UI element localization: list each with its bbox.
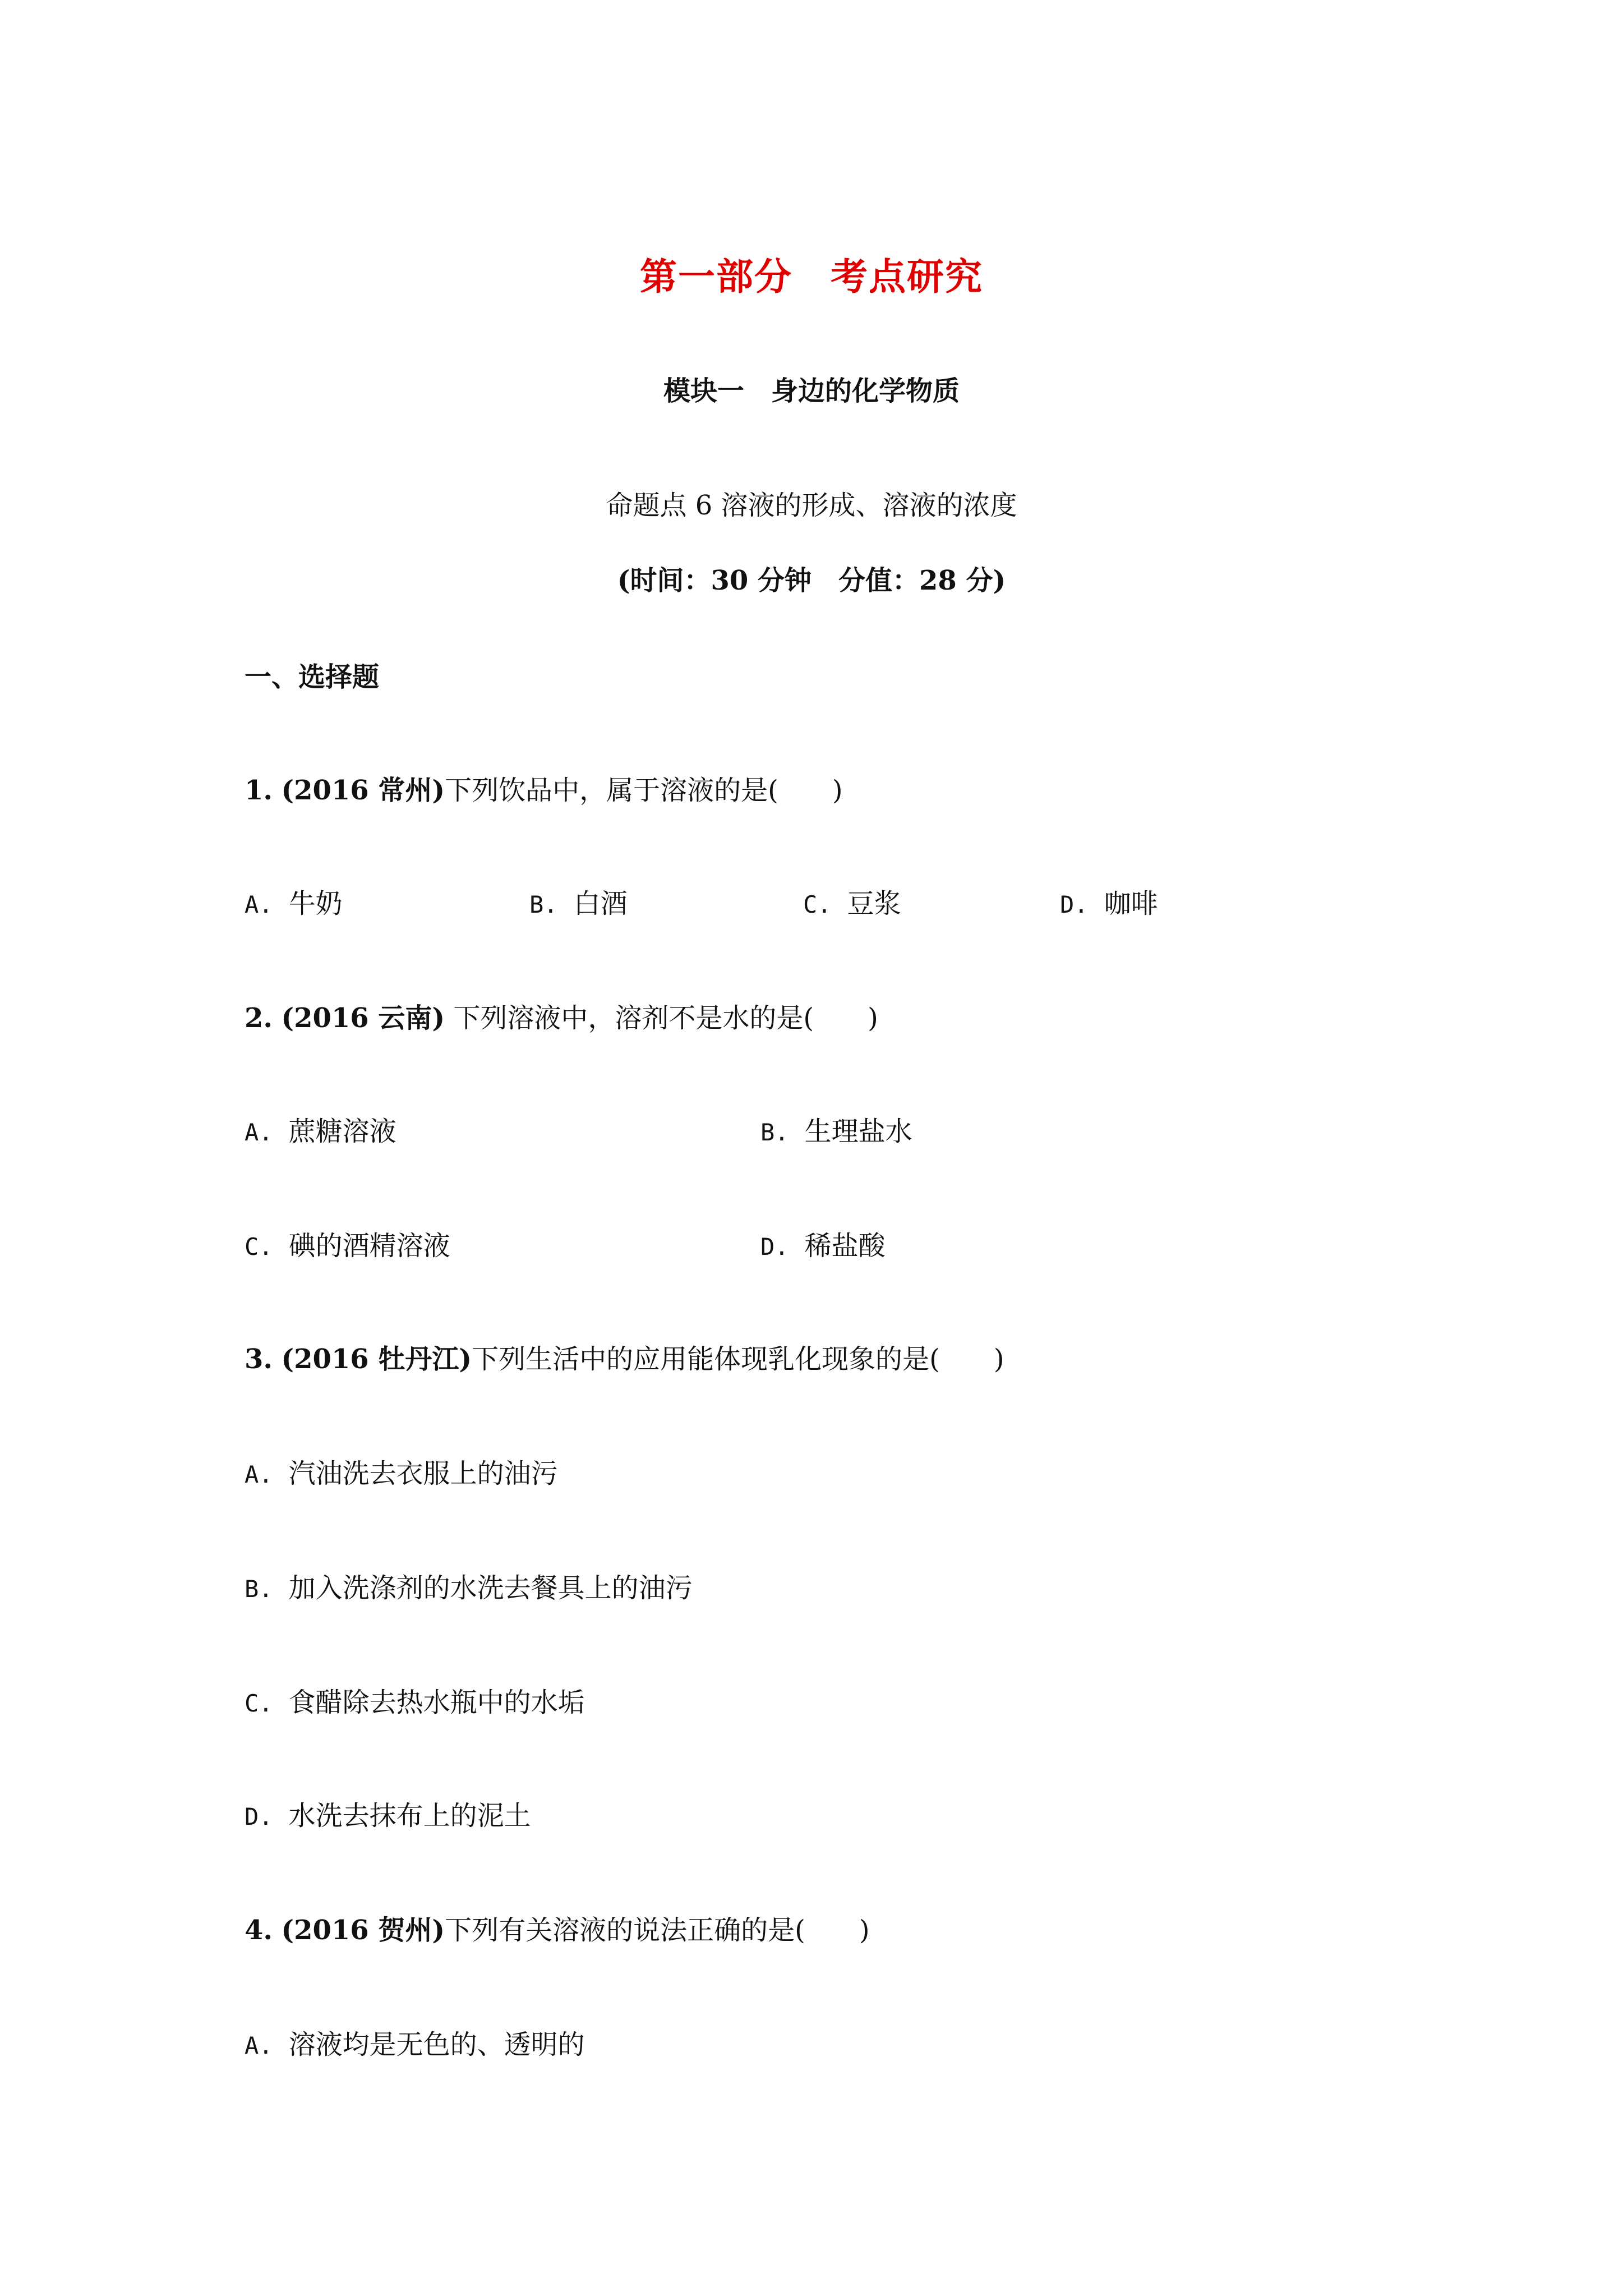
question-2-option-b: B. 生理盐水 — [760, 1116, 912, 1147]
question-3-stem — [245, 1337, 1004, 1376]
module-title: 模块一 身边的化学物质 — [663, 375, 960, 407]
question-number: 2. — [245, 1002, 273, 1034]
question-2-option-d: D. 稀盐酸 — [760, 1230, 886, 1262]
question-2-option-a: A. 蔗糖溶液 — [245, 1116, 396, 1147]
question-text: 下列溶液中，溶剂不是水的是( ) — [445, 1002, 878, 1034]
question-source: (2016 云南) — [281, 1002, 445, 1034]
question-text: 下列有关溶液的说法正确的是( ) — [445, 1915, 870, 1946]
question-number: 4. — [245, 1915, 273, 1946]
question-3-option-b: B. 加入洗涤剂的水洗去餐具上的油污 — [245, 1572, 693, 1604]
question-number: 3. — [245, 1343, 273, 1375]
topic-title: 命题点 6 溶液的形成、溶液的浓度 — [606, 490, 1017, 521]
question-number: 1. — [245, 775, 273, 806]
question-1-option-b: B. 白酒 — [529, 888, 628, 919]
question-1-option-c: C. 豆浆 — [803, 888, 901, 919]
question-1-stem — [245, 769, 843, 807]
question-3-option-c: C. 食醋除去热水瓶中的水垢 — [245, 1687, 585, 1718]
section-heading: 一、选择题 — [245, 661, 380, 693]
question-3-option-d: D. 水洗去抹布上的泥土 — [245, 1800, 531, 1832]
question-4-stem — [245, 1908, 870, 1947]
question-source: (2016 牡丹江) — [281, 1343, 472, 1375]
part-title: 第一部分 考点研究 — [640, 255, 983, 298]
question-source: (2016 贺州) — [281, 1915, 445, 1946]
time-and-score: (时间：30 分钟 分值：28 分) — [617, 565, 1006, 596]
question-3-option-a: A. 汽油洗去衣服上的油污 — [245, 1458, 558, 1489]
question-source: (2016 常州) — [281, 775, 445, 806]
question-2-option-c: C. 碘的酒精溶液 — [245, 1230, 450, 1262]
question-text: 下列生活中的应用能体现乳化现象的是( ) — [472, 1343, 1004, 1375]
question-text: 下列饮品中，属于溶液的是( ) — [445, 775, 843, 806]
question-2-stem — [245, 996, 878, 1035]
question-4-option-a: A. 溶液均是无色的、透明的 — [245, 2029, 585, 2060]
question-1-option-a: A. 牛奶 — [245, 888, 343, 919]
question-1-option-d: D. 咖啡 — [1060, 888, 1158, 919]
